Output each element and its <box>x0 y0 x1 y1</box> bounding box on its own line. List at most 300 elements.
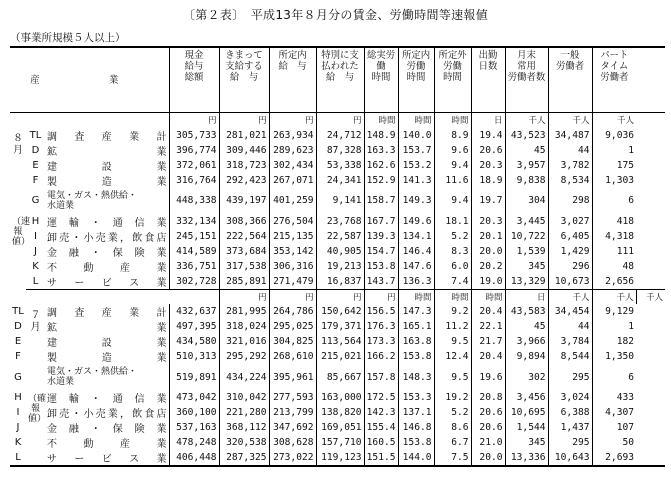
cell-value: 271,479 <box>269 274 316 290</box>
cell-value: 6 <box>592 188 636 214</box>
cell-value: 1,544 <box>505 420 548 435</box>
cell-value: 287,325 <box>219 450 269 466</box>
table-row <box>10 334 665 349</box>
cell-value: 295 <box>548 435 592 450</box>
cell-value: 24,712 <box>316 128 364 143</box>
unit-label: 円 <box>316 289 364 304</box>
industry-name: 建設業 <box>47 161 167 173</box>
cell-value: 353,142 <box>269 244 316 259</box>
cell-value: 264,786 <box>269 304 316 319</box>
industry-name: 鉱業 <box>47 323 167 335</box>
cell-value: 24,341 <box>316 173 364 188</box>
cell-value: 310,042 <box>219 390 269 405</box>
cell-value: 163,000 <box>316 390 364 405</box>
cell-value: 3,445 <box>505 214 548 229</box>
industry-name: サービス業 <box>47 277 167 289</box>
table-row <box>10 274 665 290</box>
cell-value: 146.8 <box>398 420 434 435</box>
cell-value: 321,016 <box>219 334 269 349</box>
industry-code: H <box>31 215 40 227</box>
cell-value: 146.4 <box>398 244 434 259</box>
cell-value: 134.1 <box>398 229 434 244</box>
cell-value: 9,036 <box>592 128 636 143</box>
cell-value: 173.3 <box>364 334 398 349</box>
cell-value: 3,456 <box>505 390 548 405</box>
industry-code: F <box>32 174 39 186</box>
cell-value: 318,024 <box>219 319 269 334</box>
cell-value: 137.1 <box>398 405 434 420</box>
industry-code: I <box>16 407 20 419</box>
industry-code: H <box>14 392 22 404</box>
industry-name: 製造業 <box>47 353 167 365</box>
cell-value: 281,995 <box>219 304 269 319</box>
cell-value: 21.7 <box>471 334 505 349</box>
industry-code: E <box>14 336 22 348</box>
cell-value: 44 <box>548 319 592 334</box>
cell-value: 16,837 <box>316 274 364 290</box>
cell-value: 302 <box>505 364 548 390</box>
unit-label: 円 <box>269 113 316 128</box>
cell-value: 107 <box>592 420 636 435</box>
unit-label: 千人 <box>592 289 636 304</box>
cell-value: 111 <box>592 244 636 259</box>
cell-value: 292,423 <box>219 173 269 188</box>
cell-value: 345 <box>505 259 548 274</box>
header-line: 総実労働 <box>366 50 396 72</box>
table-row <box>10 229 665 244</box>
cell-value: 172.5 <box>364 390 398 405</box>
cell-value: 22.1 <box>471 319 505 334</box>
cell-value: 136.3 <box>398 274 434 290</box>
cell-value: 20.8 <box>471 390 505 405</box>
cell-value: 19.0 <box>471 274 505 290</box>
cell-value: 19.4 <box>471 128 505 143</box>
cell-value: 263,934 <box>269 128 316 143</box>
cell-value: 332,134 <box>169 214 219 229</box>
cell-value: 345 <box>505 435 548 450</box>
cell-value: 9.6 <box>434 143 471 158</box>
table-row <box>10 143 665 158</box>
unit-label: 円 <box>219 113 269 128</box>
cell-value: 295,292 <box>219 349 269 364</box>
header-line: 給 与 <box>229 72 259 83</box>
cell-value: 8,544 <box>548 349 592 364</box>
unit-label: 円 <box>219 289 269 304</box>
cell-value: 267,071 <box>269 173 316 188</box>
header-line: 一般 <box>560 50 580 61</box>
cell-value: 34,487 <box>548 128 592 143</box>
industry-code: K <box>14 437 22 449</box>
cell-value: 6.0 <box>434 259 471 274</box>
cell-value: 9,141 <box>316 188 364 214</box>
cell-value: 53,338 <box>316 158 364 173</box>
cell-value: 10,643 <box>548 450 592 466</box>
cell-value: 6,405 <box>548 229 592 244</box>
cell-value: 149.6 <box>398 214 434 229</box>
header-line: 労働 <box>443 61 462 72</box>
industry-name: 調査産業計 <box>47 308 167 320</box>
cell-value: 316,764 <box>169 173 219 188</box>
unit-label: 円 <box>169 113 219 128</box>
header-line: 所定内 <box>401 50 431 61</box>
table-row <box>10 390 665 405</box>
header-line: 給与 <box>184 61 204 72</box>
cell-value: 43,583 <box>505 304 548 319</box>
cell-value: 113,564 <box>316 334 364 349</box>
cell-value: 148.9 <box>364 128 398 143</box>
cell-value: 304 <box>505 188 548 214</box>
cell-value: 285,891 <box>219 274 269 290</box>
header-line: 払われた <box>321 61 359 72</box>
cell-value: 166.2 <box>364 349 398 364</box>
cell-value: 153.3 <box>398 390 434 405</box>
cell-value: 13,329 <box>505 274 548 290</box>
table-row <box>10 450 665 466</box>
table-row <box>10 349 665 364</box>
cell-value: 510,313 <box>169 349 219 364</box>
unit-label: 時間 <box>434 289 471 304</box>
cell-value: 268,610 <box>269 349 316 364</box>
cell-value: 140.0 <box>398 128 434 143</box>
cell-value: 169,051 <box>316 420 364 435</box>
cell-value: 176.3 <box>364 319 398 334</box>
industry-name: 卸売・小売業，飲食店 <box>47 232 167 244</box>
industry-name <box>45 188 169 214</box>
header-line: きまって <box>225 50 263 61</box>
header-line: 給 与 <box>278 61 307 72</box>
industry-code: G <box>14 371 22 383</box>
unit-label: 千人 <box>636 289 665 304</box>
cell-value: 6.7 <box>434 435 471 450</box>
industry-code: J <box>16 422 20 434</box>
cell-value: 373,684 <box>219 244 269 259</box>
cell-value: 9.5 <box>434 364 471 390</box>
cell-value: 401,259 <box>269 188 316 214</box>
header-line: 常用 <box>517 61 536 72</box>
industry-name: 不動産業 <box>47 439 167 451</box>
cell-value: 5.2 <box>434 405 471 420</box>
header-overtime-hours <box>434 47 471 113</box>
cell-value: 414,589 <box>169 244 219 259</box>
cell-value: 306,316 <box>269 259 316 274</box>
cell-value: 519,891 <box>169 364 219 390</box>
industry-name: 建設業 <box>47 338 167 350</box>
cell-value: 45 <box>505 143 548 158</box>
cell-value: 151.5 <box>364 450 398 466</box>
cell-value: 158.7 <box>364 188 398 214</box>
header-line: 労働者 <box>555 61 585 72</box>
cell-value: 23,768 <box>316 214 364 229</box>
unit-label: 千人 <box>548 113 592 128</box>
unit-label: 時間 <box>434 113 471 128</box>
cell-value: 295 <box>548 364 592 390</box>
cell-value: 1,350 <box>592 349 636 364</box>
month-name: ８月 <box>13 133 23 156</box>
cell-value: 7.4 <box>434 274 471 290</box>
cell-value: 395,961 <box>269 364 316 390</box>
cell-value: 85,667 <box>316 364 364 390</box>
cell-value: 473,042 <box>169 390 219 405</box>
cell-value: 8.9 <box>434 128 471 143</box>
cell-value: 497,395 <box>169 319 219 334</box>
industry-name: 金融・保険業 <box>47 247 167 259</box>
header-total-hours <box>364 47 398 113</box>
header-scheduled-pay <box>269 47 316 113</box>
cell-value: 3,784 <box>548 334 592 349</box>
cell-value: 163.3 <box>364 143 398 158</box>
cell-value: 213,799 <box>269 405 316 420</box>
cell-value: 289,623 <box>269 143 316 158</box>
cell-value: 304,825 <box>269 334 316 349</box>
cell-value: 4,318 <box>592 229 636 244</box>
cell-value: 1 <box>592 143 636 158</box>
industry-name: 運輸・通信業 <box>47 217 167 229</box>
header-line: 所定内 <box>278 50 307 61</box>
unit-blank <box>45 289 219 304</box>
cell-value: 45 <box>505 319 548 334</box>
cell-value: 6 <box>592 364 636 390</box>
industry-name: サービス業 <box>47 454 167 466</box>
month-label <box>26 289 45 466</box>
cell-value: 318,723 <box>219 158 269 173</box>
cell-value: 149.3 <box>398 188 434 214</box>
header-total-pay <box>169 47 219 113</box>
industry-name: 金融・保険業 <box>47 424 167 436</box>
cell-value: 20.4 <box>471 304 505 319</box>
header-industry: 産 業 <box>30 74 149 86</box>
cell-value: 406,448 <box>169 450 219 466</box>
unit-label: 日 <box>505 289 548 304</box>
cell-value: 1,437 <box>548 420 592 435</box>
cell-value: 143.7 <box>364 274 398 290</box>
unit-label: 円 <box>269 289 316 304</box>
cell-value: 8.6 <box>434 420 471 435</box>
header-line: 時間 <box>443 72 462 83</box>
cell-value: 19.2 <box>434 390 471 405</box>
table-row <box>10 173 665 188</box>
header-line: タイム <box>600 61 629 72</box>
industry-code: D <box>31 144 40 156</box>
cell-value: 281,021 <box>219 128 269 143</box>
unit-label: 千人 <box>505 113 548 128</box>
unit-label: 千人 <box>592 113 636 128</box>
cell-value: 3,027 <box>548 214 592 229</box>
header-line: 労働 <box>406 61 426 72</box>
cell-value: 372,061 <box>169 158 219 173</box>
unit-label: 千人 <box>548 289 592 304</box>
cell-value: 147.6 <box>398 259 434 274</box>
cell-value: 277,593 <box>269 390 316 405</box>
industry-code: TL <box>12 306 24 318</box>
cell-value: 10,673 <box>548 274 592 290</box>
header-line: 労働者数 <box>507 72 546 83</box>
cell-value: 9.4 <box>434 158 471 173</box>
cell-value: 3,024 <box>548 390 592 405</box>
table-row <box>10 304 665 319</box>
cell-value: 9,894 <box>505 349 548 364</box>
header-line: パート <box>600 50 629 61</box>
cell-value: 439,197 <box>219 188 269 214</box>
cell-value: 19,213 <box>316 259 364 274</box>
industry-name: 運輸・通信業 <box>47 394 167 406</box>
cell-value: 448,338 <box>169 188 219 214</box>
cell-value: 1 <box>592 319 636 334</box>
unit-label: 時間 <box>364 113 398 128</box>
header-line: 特別に支 <box>321 50 359 61</box>
month-status: （確報値） <box>28 393 47 424</box>
industry-name: 鉱業 <box>47 146 167 158</box>
cell-value: 11.6 <box>434 173 471 188</box>
cell-value: 138,820 <box>316 405 364 420</box>
cell-value: 153.8 <box>398 349 434 364</box>
industry-code: D <box>14 321 22 333</box>
table-row <box>10 214 665 229</box>
cell-value: 308,366 <box>219 214 269 229</box>
cell-value: 537,163 <box>169 420 219 435</box>
cell-value: 478,248 <box>169 435 219 450</box>
header-line: 労働者 <box>600 72 629 83</box>
cell-value: 320,538 <box>219 435 269 450</box>
cell-value: 12.4 <box>434 349 471 364</box>
cell-value: 144.0 <box>398 450 434 466</box>
unit-label: 円 <box>364 289 398 304</box>
cell-value: 20.6 <box>471 405 505 420</box>
cell-value: 40,905 <box>316 244 364 259</box>
header-line: 時間 <box>371 72 391 83</box>
cell-value: 1,429 <box>548 244 592 259</box>
unit-row <box>10 289 665 304</box>
cell-value: 222,564 <box>219 229 269 244</box>
cell-value: 434,224 <box>219 364 269 390</box>
cell-value: 2,693 <box>592 450 636 466</box>
cell-value: 9.4 <box>434 188 471 214</box>
header-line: 月末 <box>517 50 536 61</box>
cell-value: 3,966 <box>505 334 548 349</box>
header-regular-pay <box>219 47 269 113</box>
cell-value: 317,538 <box>219 259 269 274</box>
unit-label: 円 <box>316 113 364 128</box>
cell-value: 20.0 <box>471 450 505 466</box>
cell-value: 141.3 <box>398 173 434 188</box>
cell-value: 336,751 <box>169 259 219 274</box>
header-line: 出勤 <box>478 50 498 61</box>
cell-value: 160.5 <box>364 435 398 450</box>
table-row <box>10 259 665 274</box>
cell-value: 4,307 <box>592 405 636 420</box>
cell-value: 18.1 <box>434 214 471 229</box>
unit-row <box>10 113 665 128</box>
table-row <box>10 435 665 450</box>
cell-value: 434,580 <box>169 334 219 349</box>
cell-value: 153.8 <box>398 435 434 450</box>
header-line: 現金 <box>184 50 204 61</box>
cell-value: 34,454 <box>548 304 592 319</box>
table-row <box>10 188 665 214</box>
cell-value: 1,539 <box>505 244 548 259</box>
cell-value: 298 <box>548 188 592 214</box>
cell-value: 347,692 <box>269 420 316 435</box>
industry-name: 電気・ガス・熱供給・水道業 <box>47 367 138 388</box>
cell-value: 10,695 <box>505 405 548 420</box>
unit-label: 時間 <box>398 289 434 304</box>
cell-value: 13,336 <box>505 450 548 466</box>
cell-value: 155.4 <box>364 420 398 435</box>
cell-value: 9,838 <box>505 173 548 188</box>
cell-value: 309,446 <box>219 143 269 158</box>
cell-value: 21.0 <box>471 435 505 450</box>
month-name: ７月 <box>30 309 41 333</box>
cell-value: 245,151 <box>169 229 219 244</box>
industry-name: 電気・ガス・熱供給・水道業 <box>47 190 138 211</box>
cell-value: 44 <box>548 143 592 158</box>
cell-value: 432,637 <box>169 304 219 319</box>
cell-value: 20.2 <box>471 259 505 274</box>
table-row <box>10 319 665 334</box>
cell-value: 154.7 <box>364 244 398 259</box>
cell-value: 20.3 <box>471 158 505 173</box>
header-parttime <box>592 47 636 113</box>
cell-value: 18.9 <box>471 173 505 188</box>
cell-value: 360,100 <box>169 405 219 420</box>
unit-label: 時間 <box>471 289 505 304</box>
cell-value: 296 <box>548 259 592 274</box>
cell-value: 167.7 <box>364 214 398 229</box>
cell-value: 7.5 <box>434 450 471 466</box>
month-status: （速報値） <box>12 217 31 247</box>
cell-value: 273,022 <box>269 450 316 466</box>
cell-value: 308,628 <box>269 435 316 450</box>
cell-value: 20.4 <box>471 349 505 364</box>
industry-code: G <box>31 195 40 207</box>
unit-label: 時間 <box>398 113 434 128</box>
cell-value: 11.2 <box>434 319 471 334</box>
header-line: 支給する <box>225 61 263 72</box>
table-row <box>10 244 665 259</box>
cell-value: 19.6 <box>471 364 505 390</box>
industry-code: K <box>32 260 39 272</box>
cell-value: 87,328 <box>316 143 364 158</box>
cell-value: 302,728 <box>169 274 219 290</box>
cell-value: 163.8 <box>398 334 434 349</box>
header-employees <box>505 47 548 113</box>
cell-value: 153.2 <box>398 158 434 173</box>
table-row <box>10 128 665 143</box>
industry-name <box>45 364 169 390</box>
cell-value: 6,388 <box>548 405 592 420</box>
header-general <box>548 47 592 113</box>
cell-value: 153.8 <box>364 259 398 274</box>
header-special-pay <box>316 47 364 113</box>
table-row <box>10 405 665 420</box>
industry-name: 調査産業計 <box>47 131 167 143</box>
industry-code: TL <box>29 129 42 141</box>
cell-value: 20.0 <box>471 244 505 259</box>
cell-value: 165.1 <box>398 319 434 334</box>
cell-value: 20.6 <box>471 420 505 435</box>
cell-value: 3,957 <box>505 158 548 173</box>
cell-value: 215,135 <box>269 229 316 244</box>
industry-name: 卸売・小売業，飲食店 <box>47 409 167 421</box>
header-days <box>471 47 505 113</box>
cell-value: 43,523 <box>505 128 548 143</box>
cell-value: 276,504 <box>269 214 316 229</box>
cell-value: 5.2 <box>434 229 471 244</box>
cell-value: 179,371 <box>316 319 364 334</box>
cell-value: 48 <box>592 259 636 274</box>
cell-value: 142.3 <box>364 405 398 420</box>
cell-value: 182 <box>592 334 636 349</box>
cell-value: 418 <box>592 214 636 229</box>
